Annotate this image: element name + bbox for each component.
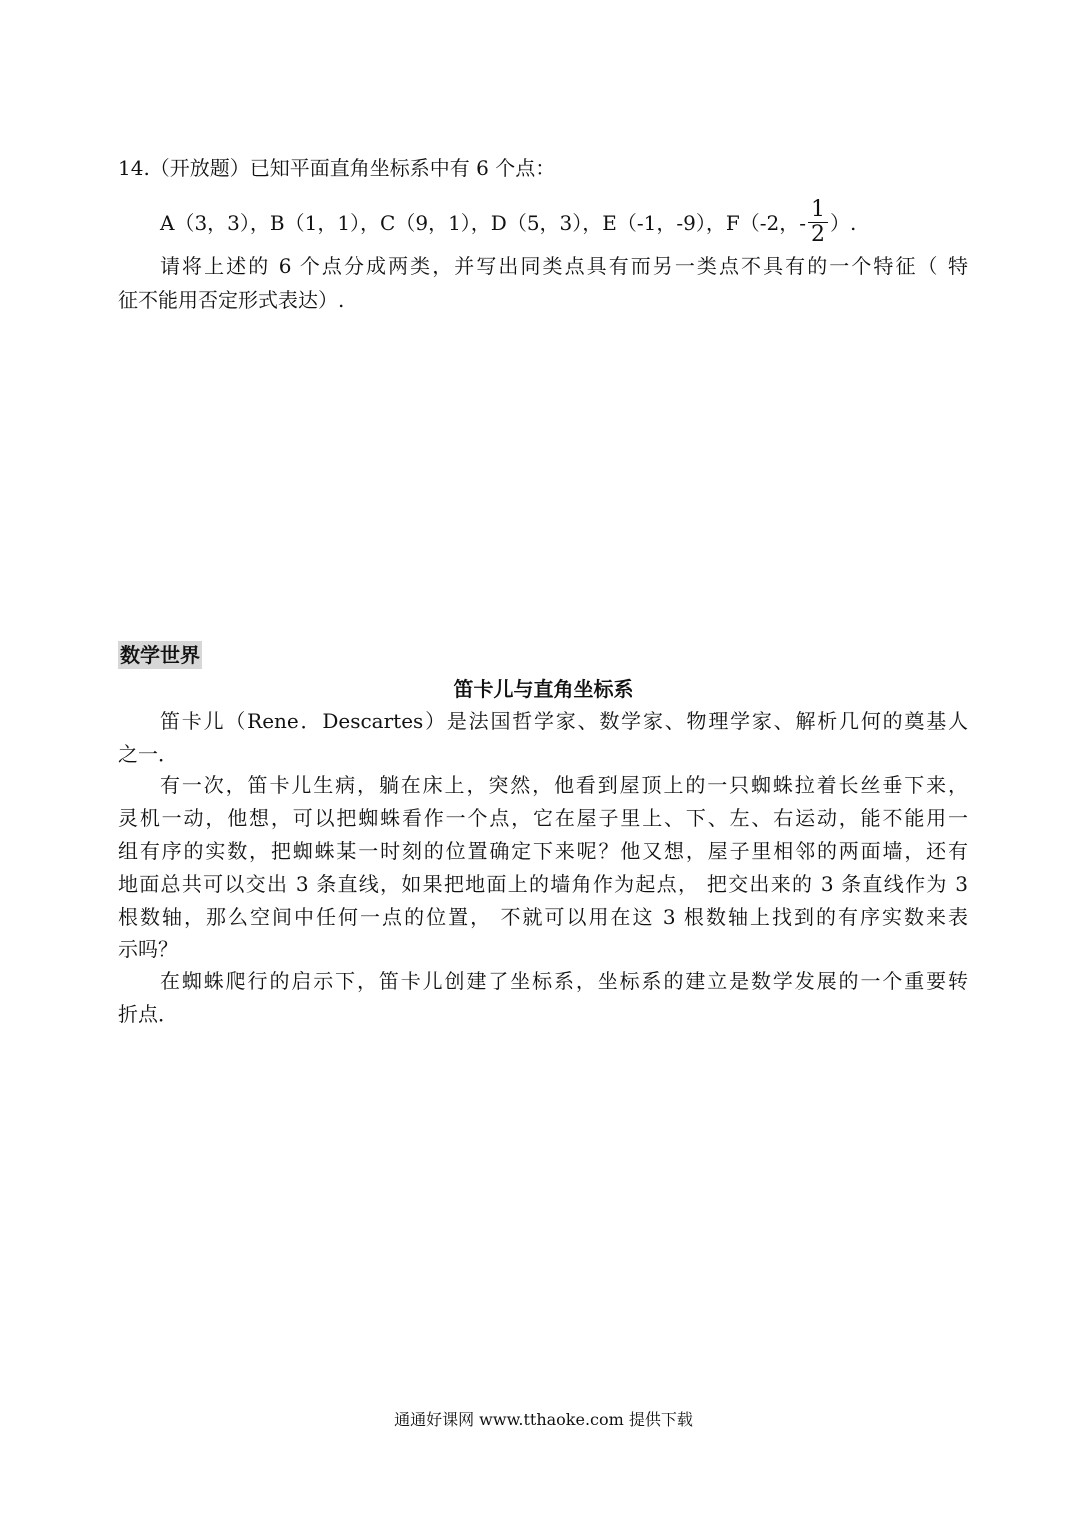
article-line: 笛卡儿（Rene．Descartes）是法国哲学家、数学家、物理学家、解析几何的奠基人 xyxy=(160,709,968,733)
article-line: 有一次，笛卡儿生病，躺在床上，突然，他看到屋顶上的一只蜘蛛拉着长丝垂下来， xyxy=(160,773,968,797)
points-suffix: ）. xyxy=(829,211,857,235)
fraction-one-half xyxy=(808,198,828,247)
article-line: 示吗？ xyxy=(118,937,178,961)
points-line xyxy=(160,197,857,249)
question-body-line-2: 征不能用否定形式表达）. xyxy=(118,288,345,312)
article-line: 根数轴，那么空间中任何一点的位置， 不就可以用在这 3 根数轴上找到的有序实数来表 xyxy=(118,905,968,929)
article-line: 在蜘蛛爬行的启示下，笛卡儿创建了坐标系，坐标系的建立是数学发展的一个重要转 xyxy=(160,969,968,993)
fraction-numerator: 1 xyxy=(808,198,828,223)
section-label: 数学世界 xyxy=(120,643,200,667)
article-line: 折点． xyxy=(118,1002,178,1026)
article-title: 笛卡儿与直角坐标系 xyxy=(453,677,634,701)
question-body-line-1: 请将上述的 6 个点分成两类，并写出同类点具有而另一类点不具有的一个特征（ 特 xyxy=(160,254,968,278)
question-title: 14.（开放题）已知平面直角坐标系中有 6 个点： xyxy=(118,156,556,180)
page-footer: 通通好课网 www.tthaoke.com 提供下载 xyxy=(394,1410,693,1429)
article-line: 组有序的实数，把蜘蛛某一时刻的位置确定下来呢？他又想，屋子里相邻的两面墙，还有 xyxy=(118,839,968,863)
article-line: 地面总共可以交出 3 条直线，如果把地面上的墙角作为起点， 把交出来的 3 条直线作为 3 xyxy=(118,872,968,896)
article-line: 灵机一动，他想，可以把蜘蛛看作一个点，它在屋子里上、下、左、右运动，能不能用一 xyxy=(118,806,968,830)
article-line: 之一． xyxy=(118,742,178,766)
fraction-denominator: 2 xyxy=(810,222,825,247)
points-prefix: A（3，3），B（1，1），C（9，1），D（5，3），E（-1，-9），F（-2，- xyxy=(160,211,806,235)
